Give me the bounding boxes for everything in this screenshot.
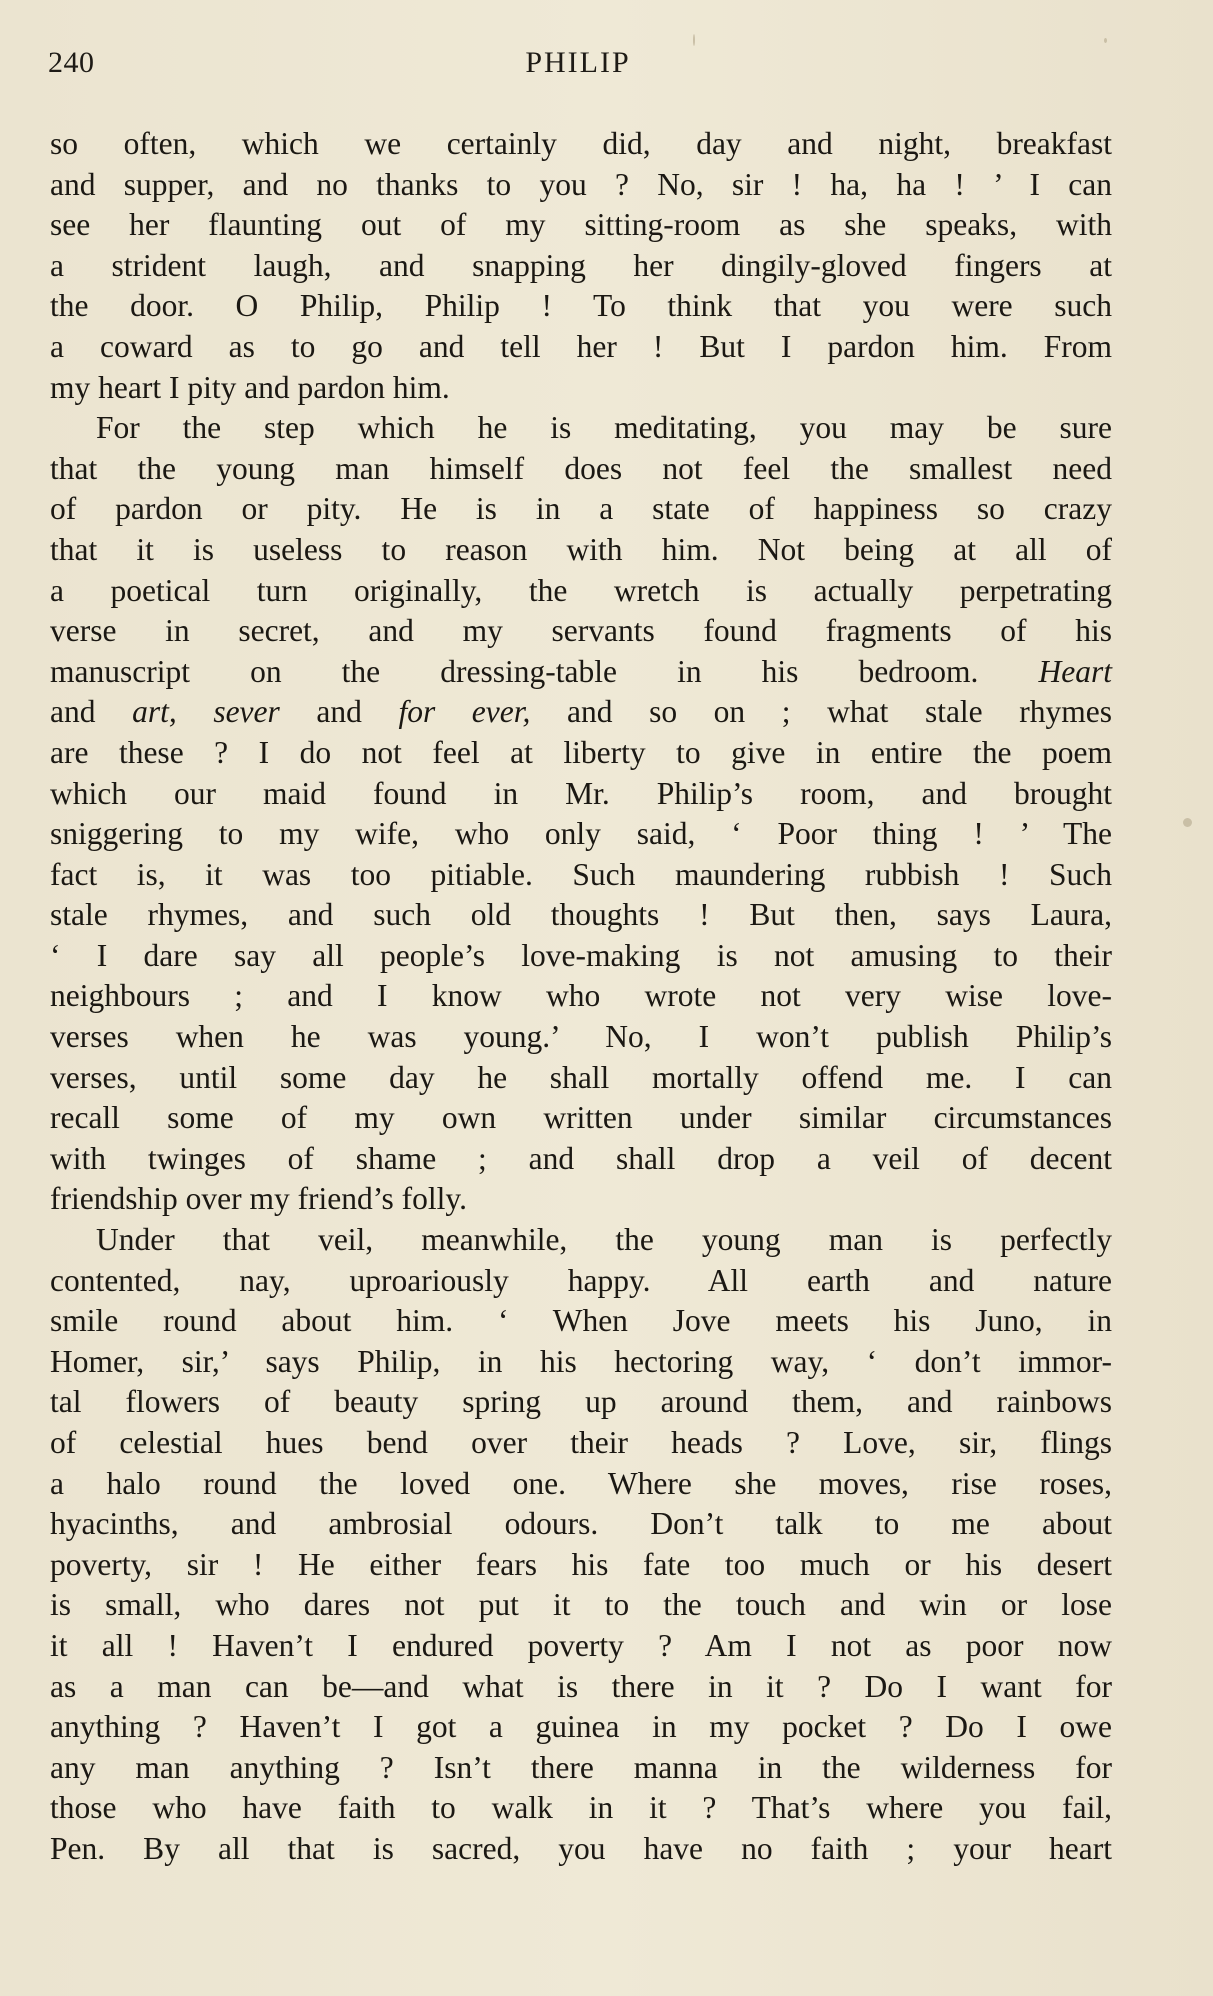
text-run: is small, who dares not put it to the touch and win or lose [50, 1587, 1112, 1623]
text-run: recall some of my own written under similar circumstances [50, 1100, 1112, 1136]
text-run: of celestial hues bend over their heads ? Love, sir, flings [50, 1425, 1112, 1460]
text-run: manuscript on the dressing-table in his bedroom. [50, 653, 1039, 689]
text-line [50, 124, 1112, 165]
text-line [50, 246, 1112, 287]
text-line [50, 1829, 1112, 1870]
text-run: Under that veil, meanwhile, the young man is perfectly [96, 1222, 1112, 1258]
text-run: fact is, it was too pitiable. Such maundering rubbish ! Such [50, 856, 1112, 892]
text-run: that it is useless to reason with him. Not being at all of [50, 531, 1112, 567]
text-line [50, 449, 1112, 490]
paragraph [50, 1220, 1112, 1870]
text-line [50, 1545, 1112, 1586]
text-line [50, 489, 1112, 530]
text-line [50, 692, 1112, 733]
text-run: my heart I pity and pardon him. [50, 369, 450, 405]
text-line [50, 774, 1112, 815]
text-run: a strident laugh, and snapping her dingily-gloved fingers at [50, 247, 1112, 283]
text-run: friendship over my friend’s folly. [50, 1181, 467, 1217]
text-run: verse in secret, and my servants found fragments of his [50, 613, 1112, 649]
text-line [50, 1098, 1112, 1139]
text-line [50, 1423, 1112, 1464]
text-line [50, 814, 1112, 855]
text-line [50, 936, 1112, 977]
text-run: a halo round the loved one. Where she moves, rise roses, [50, 1465, 1112, 1501]
text-run: a poetical turn originally, the wretch is actually perpetrating [50, 572, 1112, 608]
text-run: sniggering to my wife, who only said, ‘ Poor thing ! ’ The [50, 816, 1112, 852]
text-line [50, 1748, 1112, 1789]
text-line [50, 1261, 1112, 1302]
text-run: and [50, 694, 133, 730]
text-run [177, 694, 214, 729]
italic-word: sever [213, 694, 280, 730]
text-line [50, 1707, 1112, 1748]
text-run: verses, until some day he shall mortally offend me. I can [50, 1059, 1112, 1095]
text-run: those who have faith to walk in it ? That’s where you fail, [50, 1790, 1112, 1826]
text-line [50, 1139, 1112, 1180]
text-run: tal flowers of beauty spring up around them, and rainbows [50, 1384, 1112, 1420]
text-line [50, 1585, 1112, 1626]
text-run: are these ? I do not feel at liberty to give in entire the poem [50, 734, 1112, 770]
text-run: the door. O Philip, Philip ! To think that you were such [50, 288, 1112, 324]
text-line [50, 895, 1112, 936]
text-run: and supper, and no thanks to you ? No, sir ! ha, ha ! ’ I can [50, 166, 1112, 202]
text-line [50, 327, 1112, 368]
text-line [50, 530, 1112, 571]
paper-speck [1104, 38, 1107, 43]
text-line [50, 1179, 1112, 1220]
running-title: PHILIP [525, 46, 631, 79]
text-run: and so on ; what stale rhymes [530, 694, 1112, 730]
paper-speck [1183, 818, 1192, 827]
text-run: smile round about him. ‘ When Jove meets his Juno, in [50, 1303, 1112, 1339]
text-run: ‘ I dare say all people’s love-making is not amusing to their [50, 937, 1112, 973]
text-run: neighbours ; and I know who wrote not very wise love- [50, 978, 1112, 1014]
text-line [50, 1626, 1112, 1667]
text-line [50, 611, 1112, 652]
text-run: of pardon or pity. He is in a state of happiness so crazy [50, 491, 1112, 527]
text-run: Pen. By all that is sacred, you have no faith ; your heart [50, 1830, 1112, 1866]
page-number: 240 [48, 46, 95, 79]
paragraph [50, 124, 1112, 408]
text-line [50, 1667, 1112, 1708]
text-run: that the young man himself does not feel the smallest need [50, 450, 1112, 486]
text-run: verses when he was young.’ No, I won’t publish Philip’s [50, 1019, 1112, 1055]
text-line [50, 1058, 1112, 1099]
text-run: anything ? Haven’t I got a guinea in my pocket ? Do I owe [50, 1709, 1112, 1745]
text-line [50, 165, 1112, 206]
paragraph [50, 408, 1112, 1220]
text-run: hyacinths, and ambrosial odours. Don’t talk to me about [50, 1506, 1112, 1542]
text-run: any man anything ? Isn’t there manna in the wilderness for [50, 1749, 1112, 1785]
text-line [50, 1017, 1112, 1058]
body-text [50, 124, 1112, 1870]
text-run: contented, nay, uproariously happy. All earth and nature [50, 1262, 1112, 1298]
text-line [50, 1220, 1112, 1261]
italic-word: for ever, [398, 694, 531, 730]
text-line [50, 652, 1112, 693]
text-line [50, 1504, 1112, 1545]
text-run: so often, which we certainly did, day and night, breakfast [50, 126, 1112, 161]
text-run: For the step which he is meditating, you may be sure [96, 410, 1112, 446]
text-run: stale rhymes, and such old thoughts ! But then, says Laura, [50, 897, 1112, 933]
text-run: as a man can be—and what is there in it ? Do I want for [50, 1668, 1112, 1704]
text-run: and [279, 694, 399, 730]
text-line [50, 733, 1112, 774]
italic-word: art, [132, 694, 177, 730]
text-line [50, 571, 1112, 612]
text-line [50, 855, 1112, 896]
text-run: Homer, sir,’ says Philip, in his hectoring way, ‘ don’t immor- [50, 1343, 1112, 1379]
text-run: a coward as to go and tell her ! But I pardon him. From [50, 328, 1112, 364]
text-run: it all ! Haven’t I endured poverty ? Am I not as poor now [50, 1627, 1112, 1663]
italic-word: Heart [1038, 653, 1112, 689]
text-run: with twinges of shame ; and shall drop a veil of decent [50, 1140, 1112, 1176]
text-line [50, 976, 1112, 1017]
text-line [50, 408, 1112, 449]
text-line [50, 1382, 1112, 1423]
text-line [50, 1301, 1112, 1342]
text-run: poverty, sir ! He either fears his fate too much or his desert [50, 1546, 1112, 1582]
text-line [50, 286, 1112, 327]
text-line [50, 1788, 1112, 1829]
text-line [50, 368, 1112, 409]
text-run: see her flaunting out of my sitting-room as she speaks, with [50, 207, 1112, 243]
text-line [50, 1464, 1112, 1505]
paper-speck [693, 34, 695, 46]
text-line [50, 1342, 1112, 1383]
text-run: which our maid found in Mr. Philip’s room, and brought [50, 775, 1112, 811]
text-line [50, 205, 1112, 246]
page-header [48, 46, 1108, 90]
